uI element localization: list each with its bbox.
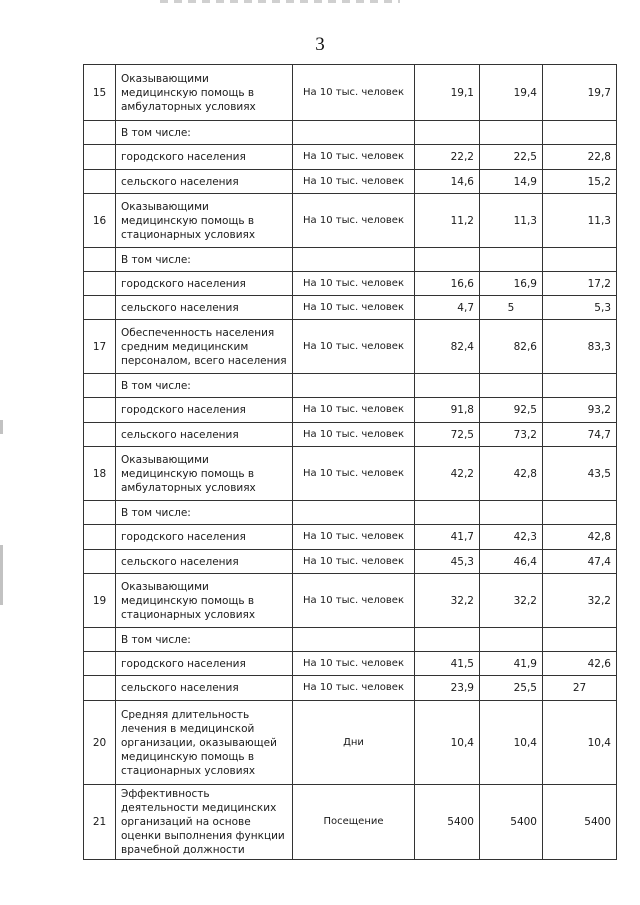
value-year2-cell	[480, 121, 543, 145]
unit-cell: На 10 тыс. человек	[293, 676, 415, 701]
row-number-cell	[84, 652, 116, 676]
value-year1-cell: 41,7	[415, 525, 480, 550]
indicator-name-cell: В том числе:	[116, 121, 293, 145]
table-row	[84, 676, 617, 701]
value-year2-cell: 42,3	[480, 525, 543, 550]
value-year2-cell: 82,6	[480, 320, 543, 374]
unit-cell: На 10 тыс. человек	[293, 272, 415, 296]
value-year3-cell	[543, 248, 617, 272]
value-year3-cell	[543, 501, 617, 525]
unit-cell: На 10 тыс. человек	[293, 574, 415, 628]
value-year3-cell: 27	[543, 676, 617, 701]
value-year1-cell: 16,6	[415, 272, 480, 296]
value-year2-cell: 46,4	[480, 550, 543, 574]
indicator-name-cell: Средняя длительность лечения в медицинской организации, оказывающей медицинскую помощь в стационарных условиях	[116, 701, 293, 785]
value-year1-cell	[415, 374, 480, 398]
table-row	[84, 121, 617, 145]
value-year2-cell: 5400	[480, 785, 543, 860]
value-year2-cell: 14,9	[480, 170, 543, 194]
row-number-cell	[84, 121, 116, 145]
row-number-cell	[84, 398, 116, 423]
unit-cell: Дни	[293, 701, 415, 785]
value-year2-cell: 73,2	[480, 423, 543, 447]
indicator-name-cell: В том числе:	[116, 374, 293, 398]
indicator-name-cell: В том числе:	[116, 628, 293, 652]
value-year1-cell: 5400	[415, 785, 480, 860]
row-number-cell: 19	[84, 574, 116, 628]
value-year3-cell: 93,2	[543, 398, 617, 423]
value-year1-cell	[415, 248, 480, 272]
row-number-cell	[84, 628, 116, 652]
value-year3-cell: 5,3	[543, 296, 617, 320]
unit-cell: На 10 тыс. человек	[293, 447, 415, 501]
value-year3-cell: 83,3	[543, 320, 617, 374]
value-year2-cell	[480, 628, 543, 652]
indicator-name-cell: Эффективность деятельности медицинских организаций на основе оценки выполнения функции врачебной должности	[116, 785, 293, 860]
value-year3-cell: 15,2	[543, 170, 617, 194]
table-row	[84, 785, 617, 860]
value-year3-cell: 5400	[543, 785, 617, 860]
indicator-name-cell: сельского населения	[116, 296, 293, 320]
indicator-name-cell: сельского населения	[116, 170, 293, 194]
unit-cell	[293, 501, 415, 525]
value-year1-cell: 91,8	[415, 398, 480, 423]
value-year3-cell: 17,2	[543, 272, 617, 296]
value-year3-cell: 19,7	[543, 65, 617, 121]
indicator-name-cell: городского населения	[116, 652, 293, 676]
row-number-cell: 17	[84, 320, 116, 374]
table-row	[84, 574, 617, 628]
indicator-name-cell: городского населения	[116, 272, 293, 296]
unit-cell	[293, 374, 415, 398]
unit-cell: На 10 тыс. человек	[293, 170, 415, 194]
indicator-name-cell: городского населения	[116, 525, 293, 550]
table-row	[84, 447, 617, 501]
table-row	[84, 501, 617, 525]
value-year1-cell: 10,4	[415, 701, 480, 785]
value-year1-cell: 45,3	[415, 550, 480, 574]
unit-cell: На 10 тыс. человек	[293, 423, 415, 447]
row-number-cell	[84, 374, 116, 398]
table-row	[84, 374, 617, 398]
value-year2-cell	[480, 248, 543, 272]
value-year2-cell: 42,8	[480, 447, 543, 501]
row-number-cell	[84, 501, 116, 525]
indicator-table	[83, 64, 617, 860]
value-year1-cell: 4,7	[415, 296, 480, 320]
unit-cell	[293, 628, 415, 652]
value-year3-cell: 22,8	[543, 145, 617, 170]
value-year1-cell: 22,2	[415, 145, 480, 170]
unit-cell	[293, 248, 415, 272]
table-row	[84, 398, 617, 423]
table-row	[84, 320, 617, 374]
value-year1-cell	[415, 121, 480, 145]
table-row	[84, 652, 617, 676]
value-year2-cell: 41,9	[480, 652, 543, 676]
value-year2-cell: 10,4	[480, 701, 543, 785]
value-year1-cell: 41,5	[415, 652, 480, 676]
value-year1-cell: 23,9	[415, 676, 480, 701]
unit-cell: На 10 тыс. человек	[293, 145, 415, 170]
indicator-name-cell: сельского населения	[116, 423, 293, 447]
unit-cell: На 10 тыс. человек	[293, 296, 415, 320]
unit-cell: На 10 тыс. человек	[293, 652, 415, 676]
unit-cell: На 10 тыс. человек	[293, 320, 415, 374]
edge-artifact	[0, 545, 3, 605]
row-number-cell	[84, 423, 116, 447]
value-year3-cell	[543, 628, 617, 652]
value-year3-cell: 32,2	[543, 574, 617, 628]
value-year3-cell	[543, 121, 617, 145]
value-year2-cell: 32,2	[480, 574, 543, 628]
row-number-cell	[84, 145, 116, 170]
table-row	[84, 248, 617, 272]
row-number-cell: 21	[84, 785, 116, 860]
value-year1-cell: 11,2	[415, 194, 480, 248]
row-number-cell	[84, 550, 116, 574]
table-row	[84, 145, 617, 170]
value-year2-cell: 5	[480, 296, 543, 320]
table-row	[84, 628, 617, 652]
table-row	[84, 170, 617, 194]
value-year2-cell: 11,3	[480, 194, 543, 248]
table-row	[84, 194, 617, 248]
scan-artifact	[160, 0, 400, 3]
indicator-name-cell: В том числе:	[116, 248, 293, 272]
table-row	[84, 65, 617, 121]
value-year1-cell: 82,4	[415, 320, 480, 374]
value-year1-cell: 14,6	[415, 170, 480, 194]
table-row	[84, 423, 617, 447]
indicator-name-cell: Обеспеченность населения средним медицинским персоналом, всего населения	[116, 320, 293, 374]
row-number-cell: 20	[84, 701, 116, 785]
indicator-name-cell: сельского населения	[116, 676, 293, 701]
unit-cell: На 10 тыс. человек	[293, 550, 415, 574]
indicator-name-cell: городского населения	[116, 145, 293, 170]
row-number-cell	[84, 248, 116, 272]
page-number: 3	[315, 34, 325, 55]
value-year1-cell: 32,2	[415, 574, 480, 628]
value-year2-cell	[480, 501, 543, 525]
row-number-cell	[84, 676, 116, 701]
row-number-cell	[84, 525, 116, 550]
row-number-cell: 15	[84, 65, 116, 121]
value-year1-cell: 19,1	[415, 65, 480, 121]
value-year2-cell	[480, 374, 543, 398]
unit-cell: Посещение	[293, 785, 415, 860]
value-year3-cell: 47,4	[543, 550, 617, 574]
unit-cell	[293, 121, 415, 145]
table-row	[84, 550, 617, 574]
value-year1-cell: 72,5	[415, 423, 480, 447]
unit-cell: На 10 тыс. человек	[293, 194, 415, 248]
indicator-name-cell: сельского населения	[116, 550, 293, 574]
value-year3-cell: 42,6	[543, 652, 617, 676]
value-year3-cell: 74,7	[543, 423, 617, 447]
value-year2-cell: 16,9	[480, 272, 543, 296]
indicator-name-cell: Оказывающими медицинскую помощь в амбулаторных условиях	[116, 65, 293, 121]
value-year3-cell: 11,3	[543, 194, 617, 248]
value-year1-cell: 42,2	[415, 447, 480, 501]
unit-cell: На 10 тыс. человек	[293, 525, 415, 550]
table-row	[84, 296, 617, 320]
value-year1-cell	[415, 501, 480, 525]
value-year2-cell: 22,5	[480, 145, 543, 170]
row-number-cell	[84, 272, 116, 296]
indicator-name-cell: Оказывающими медицинскую помощь в амбулаторных условиях	[116, 447, 293, 501]
table-row	[84, 272, 617, 296]
value-year1-cell	[415, 628, 480, 652]
value-year3-cell: 10,4	[543, 701, 617, 785]
value-year3-cell: 42,8	[543, 525, 617, 550]
value-year2-cell: 92,5	[480, 398, 543, 423]
row-number-cell: 18	[84, 447, 116, 501]
indicator-name-cell: В том числе:	[116, 501, 293, 525]
unit-cell: На 10 тыс. человек	[293, 398, 415, 423]
value-year3-cell: 43,5	[543, 447, 617, 501]
row-number-cell	[84, 170, 116, 194]
table-row	[84, 525, 617, 550]
value-year2-cell: 25,5	[480, 676, 543, 701]
row-number-cell	[84, 296, 116, 320]
edge-artifact	[0, 420, 3, 434]
row-number-cell: 16	[84, 194, 116, 248]
value-year2-cell: 19,4	[480, 65, 543, 121]
unit-cell: На 10 тыс. человек	[293, 65, 415, 121]
indicator-name-cell: Оказывающими медицинскую помощь в стационарных условиях	[116, 194, 293, 248]
table-row	[84, 701, 617, 785]
value-year3-cell	[543, 374, 617, 398]
indicator-name-cell: Оказывающими медицинскую помощь в стационарных условиях	[116, 574, 293, 628]
indicator-name-cell: городского населения	[116, 398, 293, 423]
